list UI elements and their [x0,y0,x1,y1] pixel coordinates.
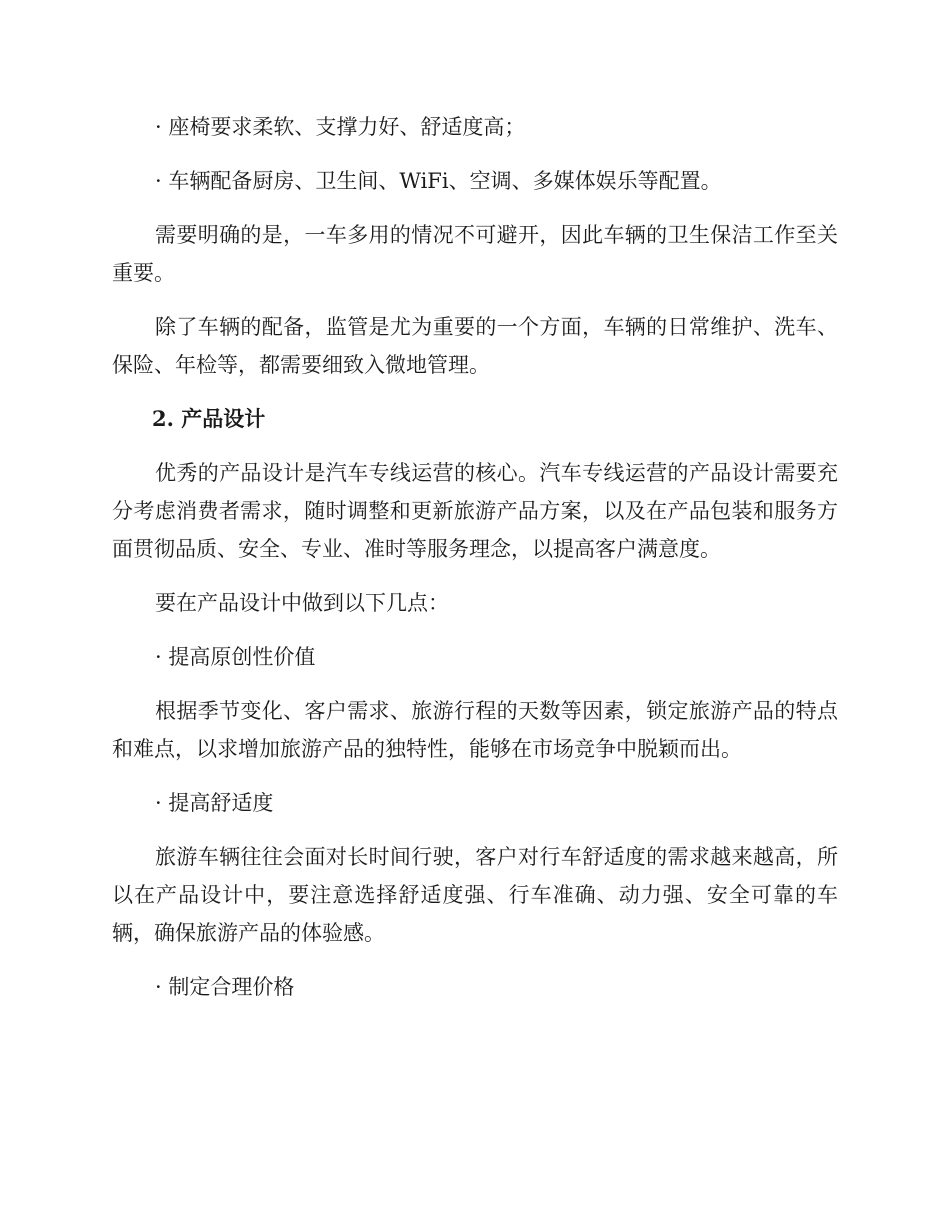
section-heading-product-design: 2. 产品设计 [152,406,266,431]
bullet-seat-requirements: · 座椅要求柔软、支撑力好、舒适度高； [155,115,526,139]
document-body [112,108,838,1022]
paragraph-originality: 根据季节变化、客户需求、旅游行程的天数等因素，锁定旅游产品的特点和难点，以求增加旅游产品的独特性，能够在市场竞争中脱颖而出。 [112,699,838,761]
bullet-vehicle-equipment: · 车辆配备厨房、卫生间、WiFi、空调、多媒体娱乐等配置。 [155,169,722,193]
paragraph-comfort: 旅游车辆往往会面对长时间行驶，客户对行车舒适度的需求越来越高，所以在产品设计中，要注意选择舒适度强、行车准确、动力强、安全可靠的车辆，确保旅游产品的体验感。 [112,845,838,945]
paragraph-product-design-core: 优秀的产品设计是汽车专线运营的核心。汽车专线运营的产品设计需要充分考虑消费者需求，随时调整和更新旅游产品方案，以及在产品包装和服务方面贯彻品质、安全、专业、准时等服务理念，以提高客户满意度。 [112,461,838,561]
paragraph-supervision: 除了车辆的配备，监管是尤为重要的一个方面，车辆的日常维护、洗车、保险、年检等，都需要细致入微地管理。 [112,315,838,377]
bullet-originality: · 提高原创性价值 [155,645,316,669]
bullet-pricing: · 制定合理价格 [155,975,295,999]
paragraph-points-intro: 要在产品设计中做到以下几点： [155,591,449,615]
bullet-comfort: · 提高舒适度 [155,791,274,815]
paragraph-cleaning: 需要明确的是，一车多用的情况不可避开，因此车辆的卫生保洁工作至关重要。 [112,223,838,285]
